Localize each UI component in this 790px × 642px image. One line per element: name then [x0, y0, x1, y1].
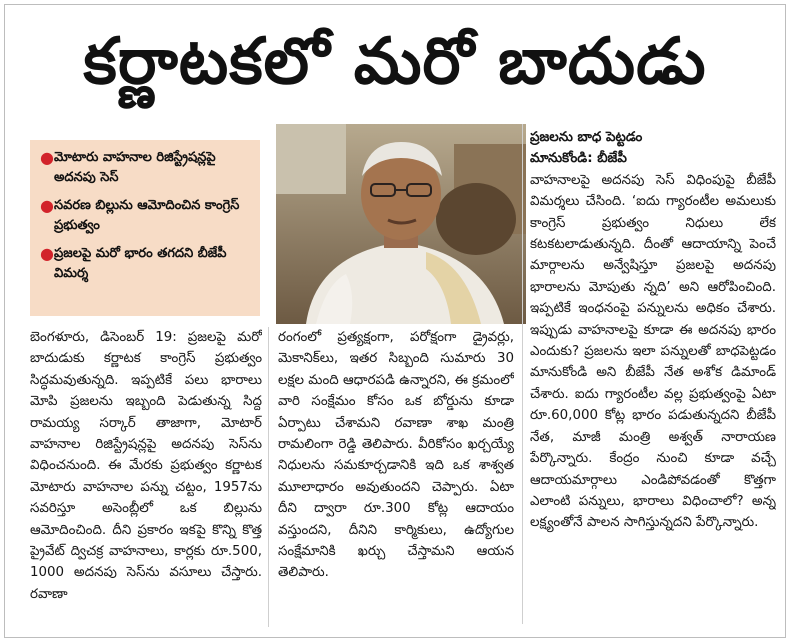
article-text: వాహనాలపై అదనపు సెస్ విధింపుపై బీజేపీ విమర్శలు చేసింది. ‘ఐదు గ్యారంటీల అమలుకు కాంగ్రెస్ ప్రభుత్వం నిధులు లేక కటకటలాడుతున్నది. దీంతో ఆదాయాన్ని పెంచే మార్గాలను అన్వేషిస్తూ ప్రజలపై అదనపు భారాలను మోపుతు న్నది’ అని ఆరోపించింది. ఇప్పటికే ఇంధనంపై పన్నులను అధికం చేశారు. ఇప్పుడు వాహనాలపై కూడా ఈ అదనపు భారం ఎందుకు? ప్రజలను ఇలా పన్నులతో బాధపెట్టడం మానుకోండి అని బీజేపీ నేత అశోక డిమాండ్ చేశారు. ఐదు గ్యారంటీల వల్ల ప్రభుత్వంపై ఏటా రూ.60,000 కోట్ల భారం పడుతున్నదని బీజేపీ నేత, మాజీ మంత్రి అశ్వత్ నారాయణ పేర్కొన్నారు. కేంద్రం నుంచి కూడా వచ్చే ఆదాయమార్గాలు ఎండిపోవడంతో కొత్తగా ఎలాంటి పన్నులు, భారాలు విధించాలో? అన్న లక్ష్యంతోనే పాలన సాగిస్తున్నదని పేర్కొన్నారు. — [530, 172, 776, 531]
highlights-box — [30, 140, 260, 316]
news-photo — [276, 124, 526, 324]
subheading: ప్రజలను బాధ పెట్టడం — [530, 130, 643, 145]
column-divider — [268, 327, 269, 627]
bullet-icon: ● — [40, 244, 54, 263]
headline: కర్ణాటకలో మరో బాదుడు — [83, 25, 707, 99]
highlight-item — [40, 196, 250, 236]
article-column-1: బెంగళూరు, డిసెంబర్ 19: ప్రజలపై మరో బాదుడుకు కర్ణాటక కాంగ్రెస్ ప్రభుత్వం సిద్ధమవుతున్నది. ఇప్పటికే పలు భారాలు మోపి ప్రజలను ఇబ్బంది పెడుతున్న సిద్ద రామయ్య సర్కార్ తాజాగా, మోటార్ వాహనాల రిజిస్ట్రేషన్లపై అదనపు సెస్‌ను విధించనుంది. ఈ మేరకు ప్రభుత్వం కర్ణాటక మోటారు వాహనాల పన్ను చట్టం, 1957ను సవరిస్తూ అసెంబ్లీలో ఒక బిల్లును ఆమోదించింది. దీని ప్రకారం ఇకపై కొన్ని కొత్త ప్రైవేట్ ద్విచక్ర వాహనాలు, కార్లకు రూ.500, 1000 అదనపు సెస్‌ను వసూలు చేస్తారు. రవాణా — [30, 330, 262, 602]
bullet-icon: ● — [40, 196, 54, 215]
article-column-3 — [530, 127, 776, 627]
highlight-text: మోటారు వాహనాల రిజిస్ట్రేషన్లపై అదనపు సెస్ — [54, 150, 216, 185]
highlight-text: సవరణ బిల్లును ఆమోదించిన కాంగ్రెస్ ప్రభుత్వం — [54, 198, 240, 233]
bullet-icon: ● — [40, 148, 54, 167]
highlight-item — [40, 244, 250, 284]
column-divider — [522, 124, 523, 624]
highlight-item — [40, 148, 250, 188]
subheading: మానుకోండి: బీజేపీ — [530, 151, 627, 167]
photo-illustration — [276, 124, 526, 324]
article-column-2: రంగంలో ప్రత్యక్షంగా, పరోక్షంగా డ్రైవర్లు, మెకానిక్‌లు, ఇతర సిబ్బంది సుమారు 30 లక్షల మంది ఆధారపడి ఉన్నారని, ఈ క్రమంలో వారి సంక్షేమం కోసం ఒక బోర్డును కూడా ఏర్పాటు చేశామని రవాణా శాఖ మంత్రి రామలింగా రెడ్డి తెలిపారు. వీరికోసం ఖర్చయ్యే నిధులను సమకూర్చడానికి ఇది ఒక శాశ్వత మూలాధారం అవుతుందని చెప్పారు. ఏటా దీని ద్వారా రూ.300 కోట్ల ఆదాయం వస్తుందని, దీనిని కార్మికులు, ఉద్యోగుల సంక్షేమానికి ఖర్చు చేస్తామని ఆయన తెలిపారు. — [278, 330, 514, 581]
highlight-text: ప్రజలపై మరో భారం తగదని బీజేపీ విమర్శ — [54, 246, 227, 281]
